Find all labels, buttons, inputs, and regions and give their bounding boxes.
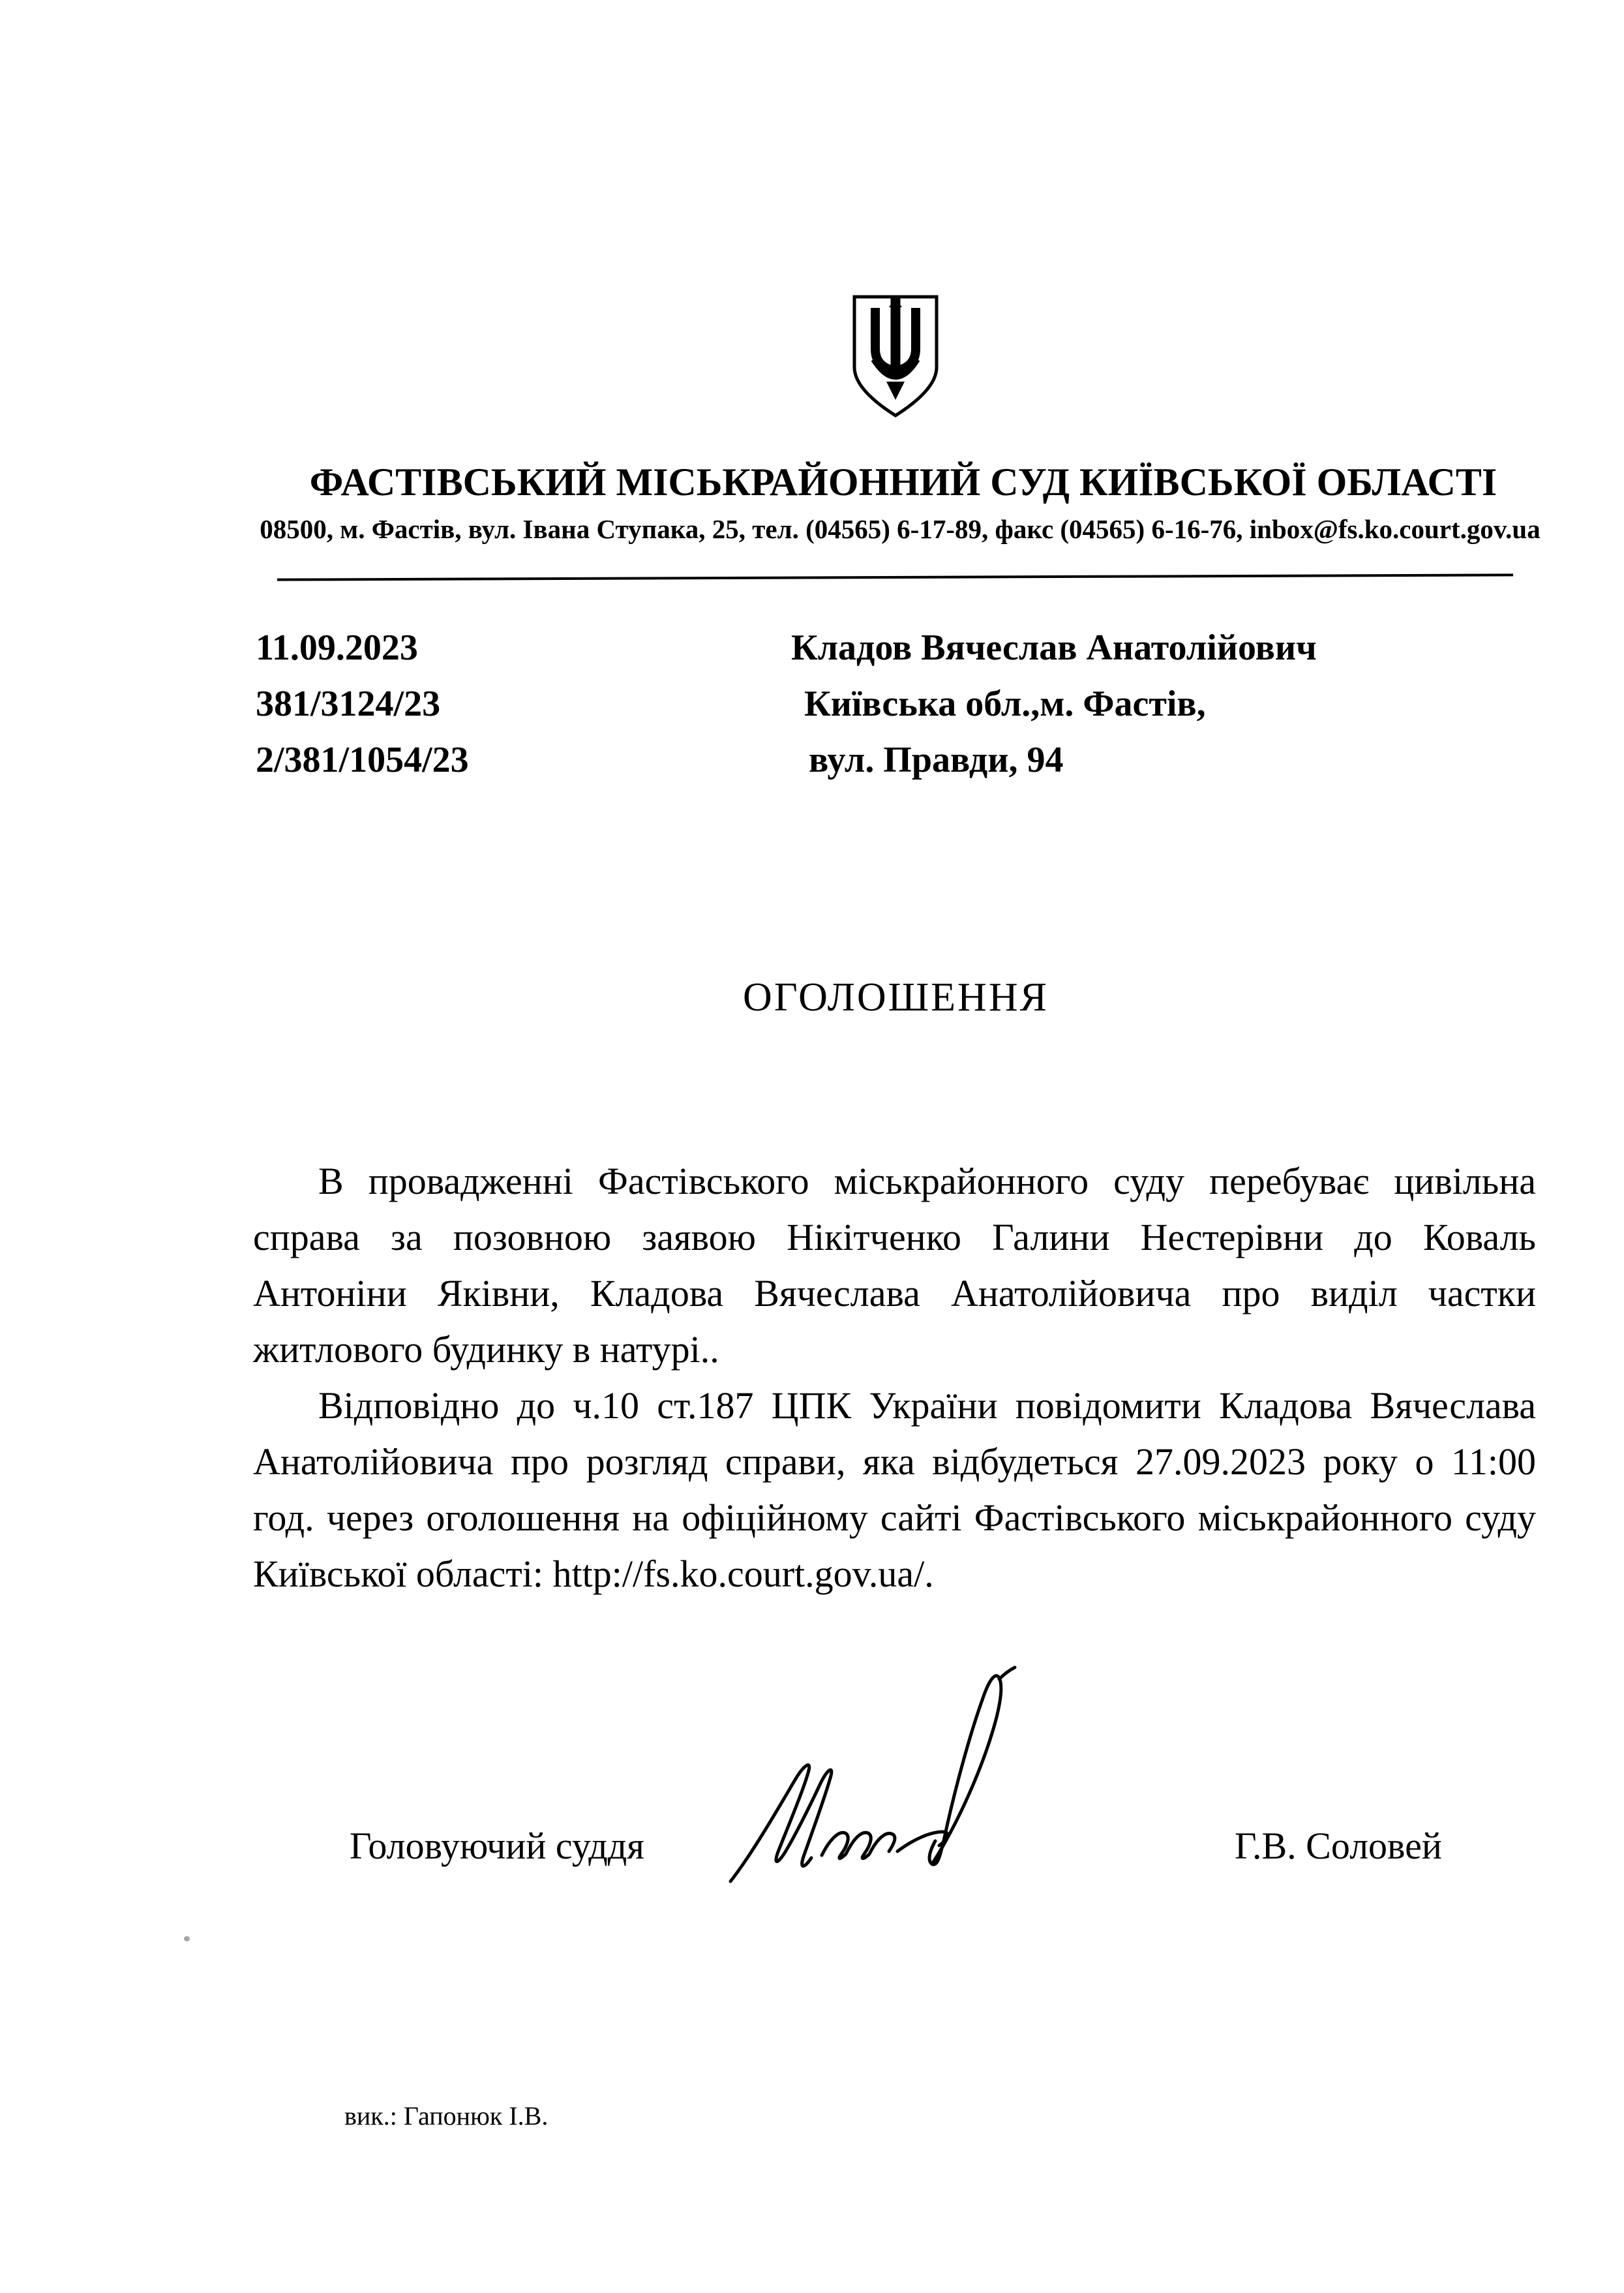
addressee-block (791, 620, 1317, 788)
signature-role-label: Головуючий суддя (350, 1825, 644, 1867)
letter-date: 11.09.2023 (256, 628, 418, 668)
addressee-region-line: Київська обл.,м. Фастів, (804, 684, 1206, 724)
court-name: ФАСТІВСЬКИЙ МІСЬКРАЙОННИЙ СУД КИЇВСЬКОЇ ОБЛАСТІ (309, 461, 1497, 504)
executor-note: вик.: Гапонюк І.В. (344, 2101, 549, 2131)
court-address: 08500, м. Фастів, вул. Івана Ступака, 25, тел. (04565) 6-17-89, факс (04565) 6-16-76, inbox@fs.ko.court.gov.ua (260, 514, 1541, 544)
scan-artifact-dot (184, 1936, 190, 1941)
header-divider-line (277, 573, 1513, 581)
body-line: Антоніни Яківни, Кладова Вячеслава Анатолійовича про виділ частки (253, 1272, 1536, 1314)
ukraine-trident-emblem (847, 291, 944, 423)
addressee-name: Кладов Вячеслав Анатолійович (791, 628, 1317, 668)
case-number: 381/3124/23 (256, 684, 441, 724)
body-line: Відповідно до ч.10 ст.187 ЦПК України повідомити Кладова Вячеслава (318, 1384, 1536, 1427)
body-line: Київської області: http://fs.ko.court.gov.ua/. (253, 1553, 934, 1595)
signature-strokes-icon (725, 1665, 1025, 1890)
judge-signature (725, 1665, 1025, 1890)
judge-name: Г.В. Соловей (1235, 1825, 1442, 1867)
body-line: справа за позовною заявою Нікітченко Галини Нестерівни до Коваль (253, 1216, 1536, 1258)
body-line: житлового будинку в натурі.. (253, 1328, 719, 1371)
addressee-street-line: вул. Правди, 94 (809, 740, 1064, 780)
body-line: В провадженні Фастівського міськрайонного суду перебуває цивільна (318, 1160, 1536, 1202)
document-title: ОГОЛОШЕННЯ (743, 975, 1049, 1020)
body-text (253, 1153, 1536, 1602)
reference-block (256, 620, 469, 788)
body-line: год. через оголошення на офіційному сайті Фастівського міськрайонного суду (253, 1496, 1536, 1539)
body-line: Анатолійовича про розгляд справи, яка відбудеться 27.09.2023 року о 11:00 (253, 1440, 1536, 1483)
court-emblem (847, 291, 944, 423)
proceeding-number: 2/381/1054/23 (256, 740, 469, 780)
